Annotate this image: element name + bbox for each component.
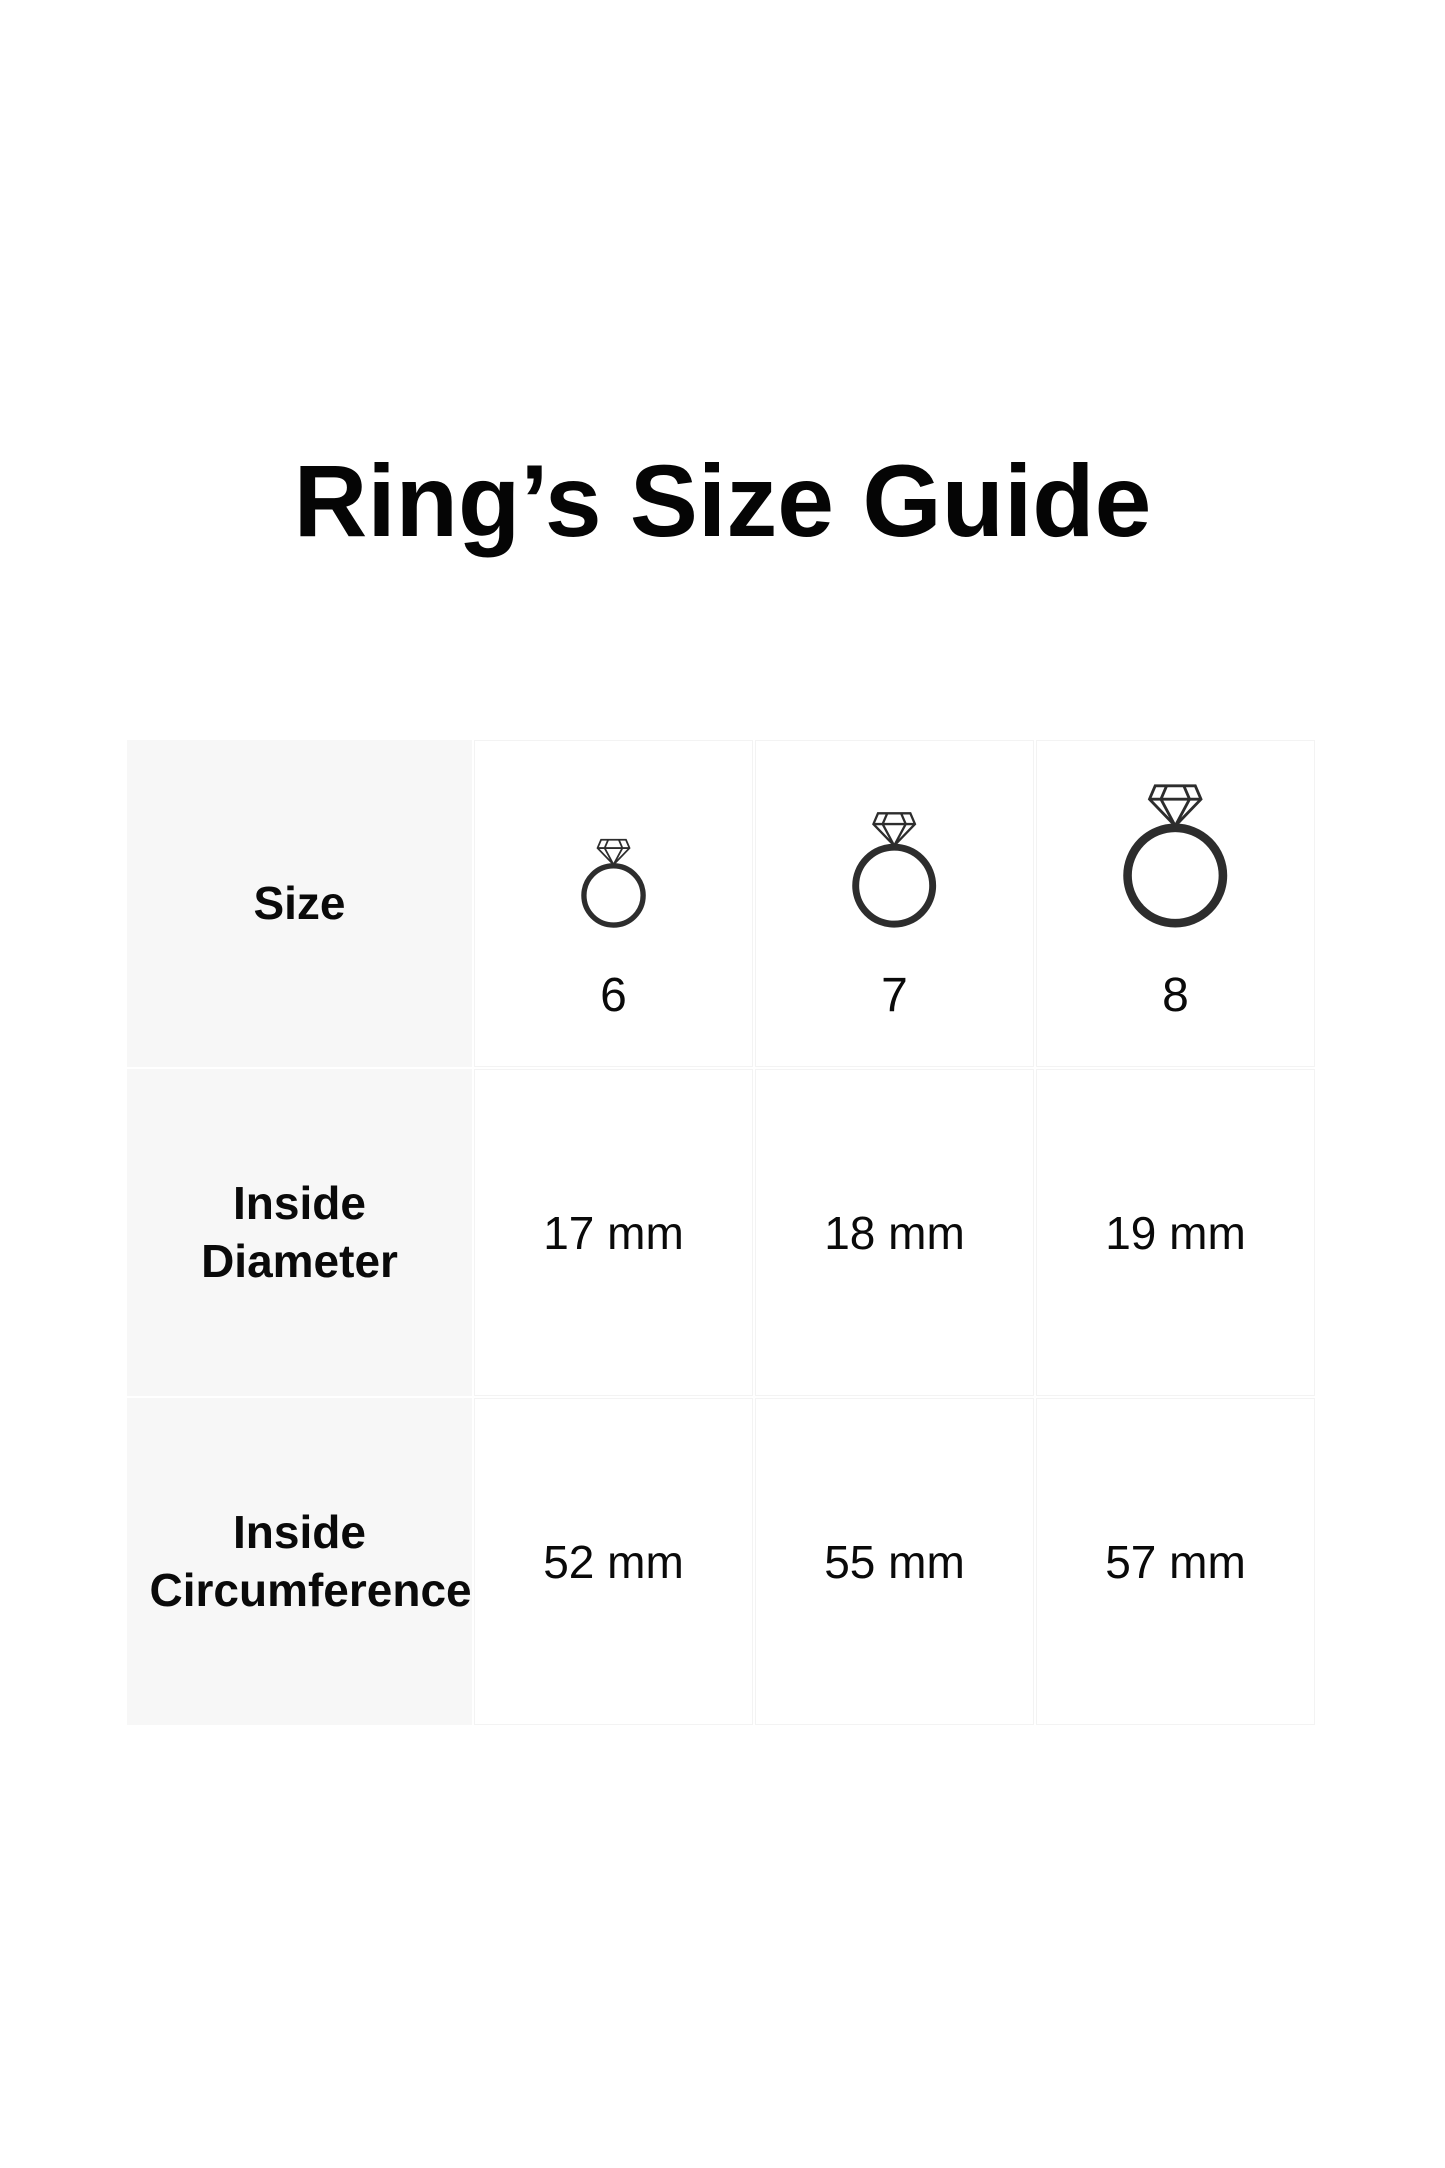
inside-diameter-size-6 [474,1069,753,1396]
diamond-ring-large-icon [1118,783,1232,928]
ring-icon-box [848,783,940,928]
ring-icon-box [578,783,649,928]
row-header-size [127,740,472,1067]
size-row-label: Size [253,876,346,929]
diamond-ring-medium-icon [848,811,940,928]
size-option-8 [1036,740,1315,1067]
circumference-value: 55 mm [824,1535,965,1588]
inside-circumference-label: Inside Circumference [149,1506,472,1616]
inside-circumference-size-7 [755,1398,1034,1725]
row-header-inside-diameter [127,1069,472,1396]
size-option-7 [755,740,1034,1067]
size-option-6 [474,740,753,1067]
page-title: Ring’s Size Guide [293,444,1152,558]
inside-circumference-size-8 [1036,1398,1315,1725]
size-value-6: 6 [600,969,627,1023]
ring-icon-box [1118,783,1232,928]
inside-circumference-size-6 [474,1398,753,1725]
circumference-value: 52 mm [543,1535,684,1588]
ring-size-table [127,740,1318,1725]
circumference-value: 57 mm [1105,1535,1246,1588]
size-value-8: 8 [1162,969,1189,1023]
diameter-value: 19 mm [1105,1206,1246,1259]
diameter-value: 17 mm [543,1206,684,1259]
diamond-ring-small-icon [578,838,649,928]
inside-diameter-label: Inside Diameter [201,1177,398,1287]
inside-diameter-size-7 [755,1069,1034,1396]
inside-diameter-size-8 [1036,1069,1315,1396]
row-header-inside-circumference [127,1398,472,1725]
size-value-7: 7 [881,969,908,1023]
diameter-value: 18 mm [824,1206,965,1259]
